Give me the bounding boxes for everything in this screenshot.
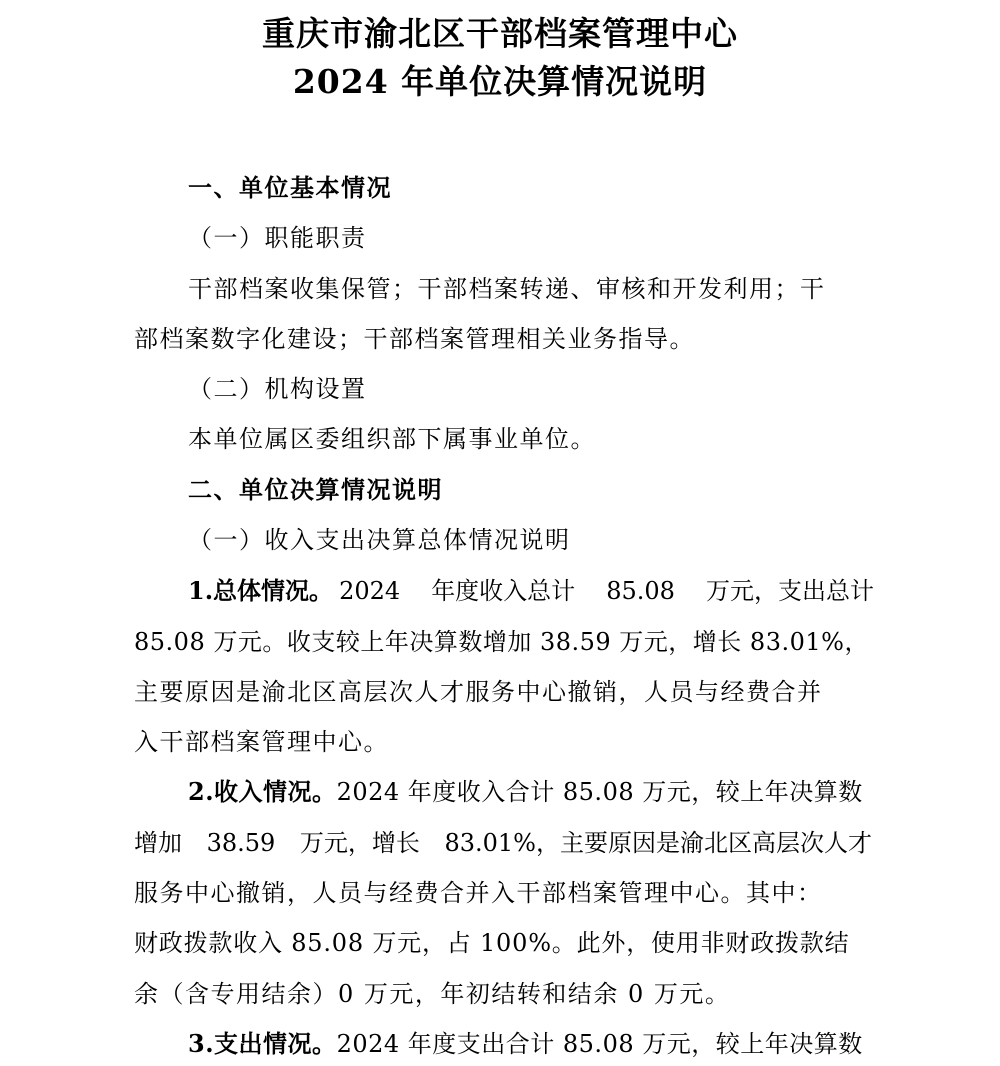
income-para-line-2 bbox=[134, 827, 872, 859]
income-para-line-5: 余（含专用结余）0 万元，年初结转和结余 0 万元。 bbox=[134, 980, 731, 1008]
organization-line-1: 本单位属区委组织部下属事业单位。 bbox=[188, 425, 596, 453]
income-growth-reason: 83.01%，主要原因是渝北区高层次人才 bbox=[444, 829, 872, 857]
overall-income-label: 年度收入总计 bbox=[431, 577, 576, 605]
overall-para-line-3: 主要原因是渝北区高层次人才服务中心撤销，人员与经费合并 bbox=[134, 678, 823, 706]
overall-year: 2024 bbox=[339, 577, 401, 605]
subsection-2-1-heading: （一）收入支出决算总体情况说明 bbox=[188, 526, 571, 554]
subsection-1-2-heading: （二）机构设置 bbox=[188, 375, 367, 403]
duties-line-2: 部档案数字化建设；干部档案管理相关业务指导。 bbox=[134, 325, 695, 353]
income-increase-label: 增加 bbox=[134, 829, 182, 857]
income-growth-label: 万元，增长 bbox=[299, 829, 420, 857]
document-title-line-2: 2024 年单位决算情况说明 bbox=[292, 62, 708, 101]
income-line-1-rest: 2024 年度收入合计 85.08 万元，较上年决算数 bbox=[336, 778, 863, 806]
overall-expense-label: 万元，支出总计 bbox=[706, 577, 874, 605]
overall-para-line-4: 入干部档案管理中心。 bbox=[134, 728, 389, 756]
overall-lead: 1.总体情况。 bbox=[188, 576, 334, 605]
subsection-1-1-heading: （一）职能职责 bbox=[188, 224, 367, 252]
expense-para-line-1 bbox=[188, 1028, 863, 1060]
section-2-heading: 二、单位决算情况说明 bbox=[188, 475, 443, 504]
income-para-line-4: 财政拨款收入 85.08 万元，占 100%。此外，使用非财政拨款结 bbox=[134, 929, 850, 957]
duties-line-1: 干部档案收集保管；干部档案转递、审核和开发利用；干 bbox=[188, 275, 826, 303]
income-increase-value: 38.59 bbox=[206, 829, 276, 857]
document-title-line-1: 重庆市渝北区干部档案管理中心 bbox=[262, 14, 738, 53]
income-lead: 2.收入情况。 bbox=[188, 777, 337, 806]
section-1-heading: 一、单位基本情况 bbox=[188, 173, 392, 202]
income-para-line-3: 服务中心撤销，人员与经费合并入干部档案管理中心。其中： bbox=[134, 879, 823, 907]
overall-income-value: 85.08 bbox=[606, 577, 675, 605]
expense-line-1-rest: 2024 年度支出合计 85.08 万元，较上年决算数 bbox=[336, 1030, 863, 1058]
overall-para-line-1 bbox=[188, 575, 874, 607]
overall-para-line-2: 85.08 万元。收支较上年决算数增加 38.59 万元，增长 83.01%， bbox=[134, 628, 869, 656]
expense-lead: 3.支出情况。 bbox=[188, 1029, 337, 1058]
income-para-line-1 bbox=[188, 776, 863, 808]
overall-line-1-body bbox=[339, 575, 874, 607]
